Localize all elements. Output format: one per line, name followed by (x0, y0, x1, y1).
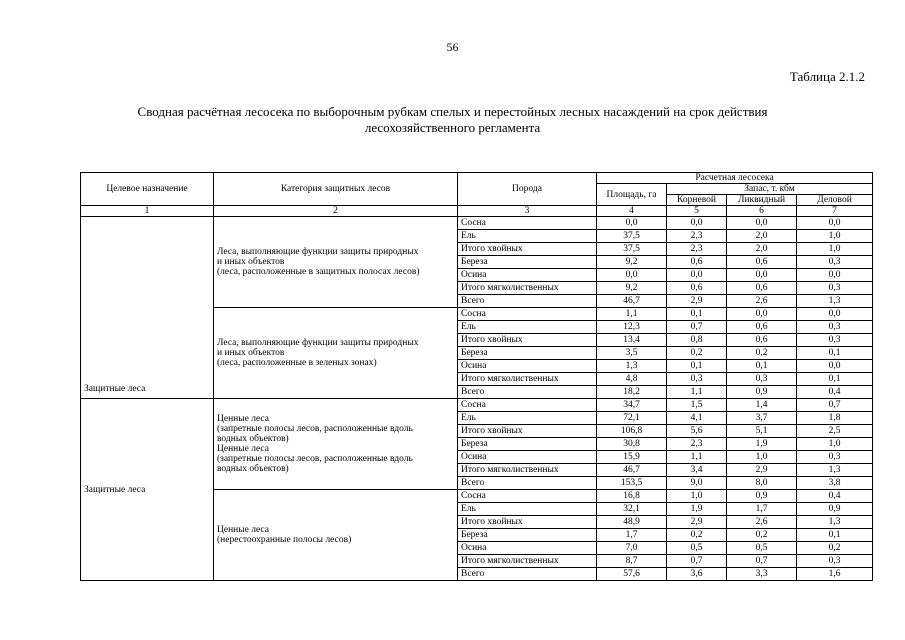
table-row (81, 399, 873, 412)
title-line-2: лесохозяйственного регламента (364, 120, 541, 135)
business-stock-cell: 1,0 (797, 230, 873, 243)
business-stock-cell: 0,2 (797, 542, 873, 555)
liquid-stock-cell: 0,6 (727, 334, 797, 347)
root-stock-cell: 3,6 (667, 568, 727, 581)
area-cell: 153,5 (597, 477, 667, 490)
root-stock-cell: 3,4 (667, 464, 727, 477)
liquid-stock-cell: 8,0 (727, 477, 797, 490)
header-category: Категория защитных лесов (214, 173, 458, 206)
category-line: (запретные полосы лесов, расположенные вдоль (217, 424, 413, 434)
species-cell: Сосна (458, 490, 597, 503)
category-cell (214, 399, 458, 490)
root-stock-cell: 1,5 (667, 399, 727, 412)
title-line-1: Сводная расчётная лесосека по выборочным рубкам спелых и перестойных лесных насаждений на срок действия (137, 104, 768, 119)
area-cell: 46,7 (597, 295, 667, 308)
liquid-stock-cell: 0,0 (727, 217, 797, 230)
species-cell: Ель (458, 230, 597, 243)
liquid-stock-cell: 0,9 (727, 386, 797, 399)
business-stock-cell: 0,1 (797, 529, 873, 542)
species-cell: Итого мягколиственных (458, 282, 597, 295)
area-cell: 9,2 (597, 282, 667, 295)
purpose-cell: Защитные леса (81, 217, 214, 399)
area-cell: 1,3 (597, 360, 667, 373)
area-cell: 7,0 (597, 542, 667, 555)
species-cell: Ель (458, 321, 597, 334)
area-cell: 48,9 (597, 516, 667, 529)
business-stock-cell: 1,3 (797, 516, 873, 529)
business-stock-cell: 0,3 (797, 282, 873, 295)
species-cell: Всего (458, 477, 597, 490)
header-business: Деловой (797, 195, 873, 206)
area-cell: 8,7 (597, 555, 667, 568)
category-line: (леса, расположенные в защитных полосах лесов) (217, 267, 420, 277)
col-number: 2 (214, 206, 458, 217)
species-cell: Осина (458, 360, 597, 373)
root-stock-cell: 1,9 (667, 503, 727, 516)
species-cell: Береза (458, 529, 597, 542)
table-label: Таблица 2.1.2 (789, 69, 865, 84)
area-cell: 32,1 (597, 503, 667, 516)
header-calc: Расчетная лесосека (597, 173, 873, 184)
purpose-cell: Защитные леса (81, 399, 214, 581)
table-body (81, 217, 873, 581)
area-cell: 37,5 (597, 243, 667, 256)
root-stock-cell: 0,1 (667, 360, 727, 373)
area-cell: 9,2 (597, 256, 667, 269)
table-row (81, 217, 873, 230)
header-area: Площадь, га (597, 184, 667, 206)
area-cell: 4,8 (597, 373, 667, 386)
business-stock-cell: 0,3 (797, 321, 873, 334)
area-cell: 13,4 (597, 334, 667, 347)
area-cell: 0,0 (597, 217, 667, 230)
business-stock-cell: 1,6 (797, 568, 873, 581)
root-stock-cell: 0,3 (667, 373, 727, 386)
area-cell: 18,2 (597, 386, 667, 399)
category-line: водных объектов) (217, 434, 289, 444)
root-stock-cell: 2,3 (667, 438, 727, 451)
business-stock-cell: 0,3 (797, 555, 873, 568)
liquid-stock-cell: 2,6 (727, 516, 797, 529)
liquid-stock-cell: 0,7 (727, 555, 797, 568)
summary-table (80, 172, 873, 581)
species-cell: Береза (458, 256, 597, 269)
liquid-stock-cell: 0,9 (727, 490, 797, 503)
category-line: Ценные леса (217, 444, 269, 454)
page-number: 56 (446, 40, 459, 54)
liquid-stock-cell: 0,6 (727, 321, 797, 334)
species-cell: Итого хвойных (458, 334, 597, 347)
area-cell: 15,9 (597, 451, 667, 464)
root-stock-cell: 0,7 (667, 555, 727, 568)
business-stock-cell: 0,1 (797, 347, 873, 360)
liquid-stock-cell: 3,3 (727, 568, 797, 581)
area-cell: 34,7 (597, 399, 667, 412)
category-line: (нерестоохранные полосы лесов) (217, 535, 352, 545)
species-cell: Береза (458, 438, 597, 451)
col-number: 6 (727, 206, 797, 217)
root-stock-cell: 9,0 (667, 477, 727, 490)
species-cell: Осина (458, 542, 597, 555)
root-stock-cell: 0,7 (667, 321, 727, 334)
col-number: 4 (597, 206, 667, 217)
business-stock-cell: 2,5 (797, 425, 873, 438)
business-stock-cell: 0,0 (797, 360, 873, 373)
category-line: (запретные полосы лесов, расположенные вдоль (217, 454, 413, 464)
root-stock-cell: 1,0 (667, 490, 727, 503)
root-stock-cell: 0,2 (667, 347, 727, 360)
species-cell: Итого мягколиственных (458, 555, 597, 568)
category-cell (214, 490, 458, 581)
species-cell: Сосна (458, 217, 597, 230)
species-cell: Итого мягколиственных (458, 373, 597, 386)
business-stock-cell: 1,3 (797, 464, 873, 477)
liquid-stock-cell: 2,0 (727, 243, 797, 256)
col-number: 5 (667, 206, 727, 217)
area-cell: 57,6 (597, 568, 667, 581)
liquid-stock-cell: 3,7 (727, 412, 797, 425)
category-line: водных объектов) (217, 464, 289, 474)
header-liquid: Ликвидный (727, 195, 797, 206)
category-line: Ценные леса (217, 414, 269, 424)
col-number: 1 (81, 206, 214, 217)
liquid-stock-cell: 1,9 (727, 438, 797, 451)
business-stock-cell: 0,4 (797, 386, 873, 399)
liquid-stock-cell: 0,6 (727, 282, 797, 295)
business-stock-cell: 0,0 (797, 217, 873, 230)
business-stock-cell: 1,0 (797, 243, 873, 256)
root-stock-cell: 0,0 (667, 269, 727, 282)
root-stock-cell: 2,3 (667, 243, 727, 256)
category-cell (214, 308, 458, 399)
root-stock-cell: 2,9 (667, 516, 727, 529)
root-stock-cell: 5,6 (667, 425, 727, 438)
header-root: Корневой (667, 195, 727, 206)
business-stock-cell: 0,0 (797, 269, 873, 282)
liquid-stock-cell: 1,0 (727, 451, 797, 464)
area-cell: 37,5 (597, 230, 667, 243)
area-cell: 0,0 (597, 269, 667, 282)
species-cell: Осина (458, 269, 597, 282)
root-stock-cell: 2,3 (667, 230, 727, 243)
business-stock-cell: 0,1 (797, 373, 873, 386)
area-cell: 1,1 (597, 308, 667, 321)
area-cell: 1,7 (597, 529, 667, 542)
root-stock-cell: 1,1 (667, 386, 727, 399)
category-line: Леса, выполняющие функции защиты природных (217, 338, 419, 348)
root-stock-cell: 0,2 (667, 529, 727, 542)
root-stock-cell: 0,6 (667, 282, 727, 295)
liquid-stock-cell: 0,1 (727, 360, 797, 373)
business-stock-cell: 3,8 (797, 477, 873, 490)
business-stock-cell: 1,3 (797, 295, 873, 308)
liquid-stock-cell: 1,7 (727, 503, 797, 516)
business-stock-cell: 0,3 (797, 334, 873, 347)
species-cell: Всего (458, 386, 597, 399)
category-line: и иных объектов (217, 257, 285, 267)
root-stock-cell: 0,6 (667, 256, 727, 269)
root-stock-cell: 0,0 (667, 217, 727, 230)
liquid-stock-cell: 0,5 (727, 542, 797, 555)
species-cell: Итого хвойных (458, 516, 597, 529)
species-cell: Ель (458, 503, 597, 516)
header-species: Порода (458, 173, 597, 206)
liquid-stock-cell: 0,2 (727, 529, 797, 542)
area-cell: 12,3 (597, 321, 667, 334)
liquid-stock-cell: 0,2 (727, 347, 797, 360)
category-cell (214, 217, 458, 308)
category-line: Леса, выполняющие функции защиты природных (217, 247, 419, 257)
liquid-stock-cell: 2,9 (727, 464, 797, 477)
species-cell: Ель (458, 412, 597, 425)
root-stock-cell: 0,8 (667, 334, 727, 347)
category-line: и иных объектов (217, 348, 285, 358)
root-stock-cell: 0,1 (667, 308, 727, 321)
species-cell: Сосна (458, 308, 597, 321)
liquid-stock-cell: 0,0 (727, 269, 797, 282)
species-cell: Итого хвойных (458, 425, 597, 438)
header-purpose: Целевое назначение (81, 173, 214, 206)
business-stock-cell: 0,9 (797, 503, 873, 516)
liquid-stock-cell: 0,6 (727, 256, 797, 269)
species-cell: Осина (458, 451, 597, 464)
area-cell: 16,8 (597, 490, 667, 503)
species-cell: Береза (458, 347, 597, 360)
business-stock-cell: 0,3 (797, 451, 873, 464)
area-cell: 106,8 (597, 425, 667, 438)
species-cell: Итого мягколиственных (458, 464, 597, 477)
species-cell: Итого хвойных (458, 243, 597, 256)
business-stock-cell: 0,0 (797, 308, 873, 321)
species-cell: Сосна (458, 399, 597, 412)
liquid-stock-cell: 1,4 (727, 399, 797, 412)
liquid-stock-cell: 2,0 (727, 230, 797, 243)
area-cell: 72,1 (597, 412, 667, 425)
liquid-stock-cell: 0,0 (727, 308, 797, 321)
col-number: 3 (458, 206, 597, 217)
liquid-stock-cell: 5,1 (727, 425, 797, 438)
business-stock-cell: 0,7 (797, 399, 873, 412)
col-number: 7 (797, 206, 873, 217)
liquid-stock-cell: 0,3 (727, 373, 797, 386)
area-cell: 30,8 (597, 438, 667, 451)
header-stock: Запас, т. кбм (667, 184, 873, 195)
business-stock-cell: 0,3 (797, 256, 873, 269)
root-stock-cell: 0,5 (667, 542, 727, 555)
category-line: Ценные леса (217, 525, 269, 535)
root-stock-cell: 4,1 (667, 412, 727, 425)
area-cell: 46,7 (597, 464, 667, 477)
species-cell: Всего (458, 568, 597, 581)
category-line: (леса, расположенные в зеленых зонах) (217, 358, 377, 368)
table-title (60, 104, 845, 136)
business-stock-cell: 1,8 (797, 412, 873, 425)
area-cell: 3,5 (597, 347, 667, 360)
species-cell: Всего (458, 295, 597, 308)
root-stock-cell: 2,9 (667, 295, 727, 308)
column-number-row (81, 206, 873, 217)
business-stock-cell: 1,0 (797, 438, 873, 451)
liquid-stock-cell: 2,6 (727, 295, 797, 308)
root-stock-cell: 1,1 (667, 451, 727, 464)
business-stock-cell: 0,4 (797, 490, 873, 503)
